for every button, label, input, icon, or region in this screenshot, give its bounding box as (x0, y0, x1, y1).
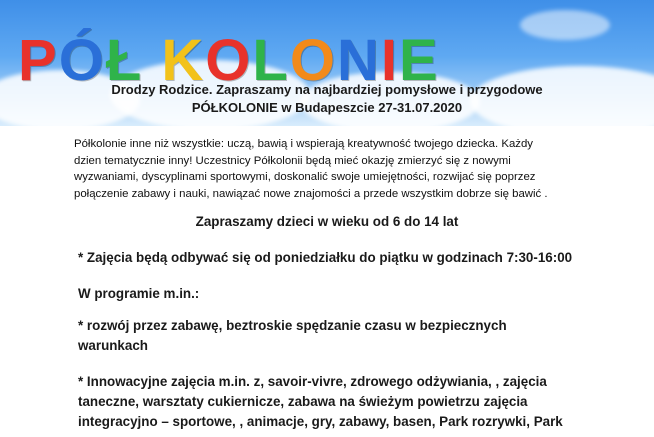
intro-line: wyzwaniami, dyscyplinami sportowymi, doskonalić swoje umiejętności, rozwijać się poprzez (74, 171, 536, 183)
title-letter: I (380, 28, 399, 93)
title-letter: K (161, 28, 206, 93)
intro-paragraph (74, 136, 614, 202)
bullet-line: integracyjno – sportowe, , animacje, gry, zabawy, basen, Park rozrywki, Park (78, 414, 563, 429)
bullet-line: * Innowacyjne zajęcia m.in. z, savoir-vivre, zdrowego odżywiania, , zajęcia (78, 374, 547, 389)
title-letter: E (398, 28, 440, 93)
title-letter: Ó (58, 28, 106, 93)
hours-line: * Zajęcia będą odbywać się od poniedziałku do piątku w godzinach 7:30-16:00 (78, 250, 573, 265)
bullet-line: taneczne, warsztaty cukiernicze, zabawa na świeżym powietrzu zajęcia (78, 394, 528, 409)
title-letter: O (289, 28, 337, 93)
title-letter: Ł (105, 28, 144, 93)
title-letter: L (252, 28, 290, 93)
age-line: Zapraszamy dzieci w wieku od 6 do 14 lat (195, 214, 459, 229)
intro-line: dzien tematycznie inny! Uczestnicy Półkolonii będą mieć okazję zmierzyć się z nowymi (74, 154, 511, 167)
bullet-line: warunkach (78, 338, 148, 353)
banner-greeting: Drodzy Rodzice. Zapraszamy na najbardziej pomysłowe i przygodowe (111, 82, 543, 97)
banner-event-line: PÓŁKOLONIE w Budapeszcie 27-31.07.2020 (191, 100, 463, 115)
header-banner (0, 0, 654, 126)
title-letter: P (18, 28, 59, 93)
title-letter: N (336, 28, 381, 93)
intro-line: połączenie zabawy i nauki, nawiązać nowe znajomości a przede wszystkim dobrze się bawić . (74, 187, 548, 200)
intro-line: Półkolonie inne niż wszystkie: uczą, bawią i wspierają kreatywność twojego dziecka. Każdy (74, 138, 534, 150)
program-heading: W programie m.in.: (78, 286, 200, 301)
title-letter: O (205, 28, 253, 93)
bullet-line: * rozwój przez zabawę, beztroskie spędzanie czasu w bezpiecznych (78, 318, 507, 333)
